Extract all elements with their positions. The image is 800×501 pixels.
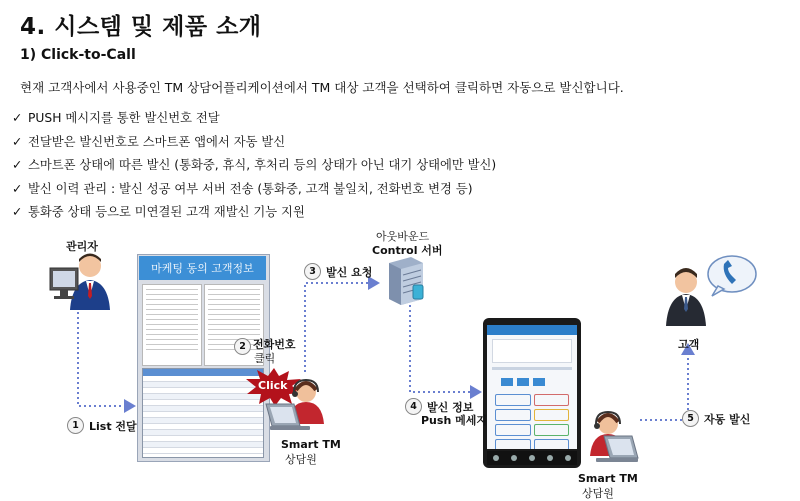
description: 현재 고객사에서 사용중인 TM 상담어플리케이션에서 TM 대상 고객을 선택하여 클릭하면 자동으로 발신합니다. bbox=[20, 80, 624, 95]
step-3 bbox=[304, 263, 372, 280]
step-1 bbox=[67, 417, 137, 434]
admin-label: 관리자 bbox=[66, 240, 98, 253]
nav-dot-icon bbox=[529, 455, 535, 461]
step-2 bbox=[234, 338, 251, 355]
phone-screen bbox=[487, 325, 577, 449]
check-icon: ✓ bbox=[12, 111, 23, 125]
list-item: ✓ PUSH 메시지를 통한 발신번호 전달 bbox=[12, 108, 496, 132]
panel-title: 마케팅 동의 고객정보 bbox=[139, 256, 266, 280]
agent-label-2: 상담원 bbox=[582, 487, 614, 500]
page-title: 4. 시스템 및 제품 소개 bbox=[20, 14, 262, 40]
customer-label: 고객 bbox=[678, 338, 700, 351]
step-label: 자동 발신 bbox=[704, 412, 751, 426]
step-number: 3 bbox=[304, 263, 321, 280]
step-label: List 전달 bbox=[89, 419, 137, 433]
agent-icon bbox=[264, 378, 328, 436]
step-number: 4 bbox=[405, 398, 422, 415]
step-5 bbox=[682, 410, 750, 427]
check-icon: ✓ bbox=[12, 181, 23, 196]
step-label: 발신 요청 bbox=[326, 265, 373, 279]
agent-label-2: 상담원 bbox=[285, 453, 317, 466]
step-label: Push 메세지 bbox=[421, 414, 487, 427]
phone-nav-bar bbox=[487, 451, 577, 465]
agent-label-1: Smart TM bbox=[578, 472, 638, 485]
nav-dot-icon bbox=[565, 455, 571, 461]
admin-icon bbox=[44, 250, 114, 312]
nav-dot-icon bbox=[511, 455, 517, 461]
section-subtitle: 1) Click-to-Call bbox=[20, 47, 136, 63]
customer-icon bbox=[662, 252, 762, 328]
check-icon: ✓ bbox=[12, 205, 23, 219]
nav-dot-icon bbox=[547, 455, 553, 461]
step-label: 전화번호 bbox=[253, 338, 296, 351]
list-item: ✓ 통화중 상태 등으로 미연결된 고객 재발신 기능 지원 bbox=[12, 202, 496, 226]
consent-document bbox=[142, 284, 202, 366]
step-number: 2 bbox=[234, 338, 251, 355]
nav-dot-icon bbox=[493, 455, 499, 461]
server-label-1: 아웃바운드 bbox=[376, 230, 430, 243]
agent-icon bbox=[574, 410, 640, 470]
check-icon: ✓ bbox=[12, 134, 23, 149]
step-number: 5 bbox=[682, 410, 699, 427]
server-label-2: Control 서버 bbox=[372, 244, 443, 257]
agent-label-1: Smart TM bbox=[281, 438, 341, 451]
server-icon bbox=[383, 255, 429, 305]
step-label: 발신 정보 bbox=[427, 400, 474, 414]
list-item: ✓ 스마트폰 상태에 따른 발신 (통화중, 휴식, 후처리 등의 상태가 아닌 대기 상태에만 발신) bbox=[12, 155, 496, 179]
step-label: 클릭 bbox=[254, 352, 276, 365]
list-item: ✓ 전달받은 발신번호로 스마트폰 앱에서 자동 발신 bbox=[12, 132, 496, 156]
step-number: 1 bbox=[67, 417, 84, 434]
click-label: Click bbox=[258, 379, 288, 392]
check-icon: ✓ bbox=[12, 158, 23, 172]
list-item: ✓ 발신 이력 관리 : 발신 성공 여부 서버 전송 (통화중, 고객 불일치, 전화번호 변경 등) bbox=[12, 179, 496, 203]
